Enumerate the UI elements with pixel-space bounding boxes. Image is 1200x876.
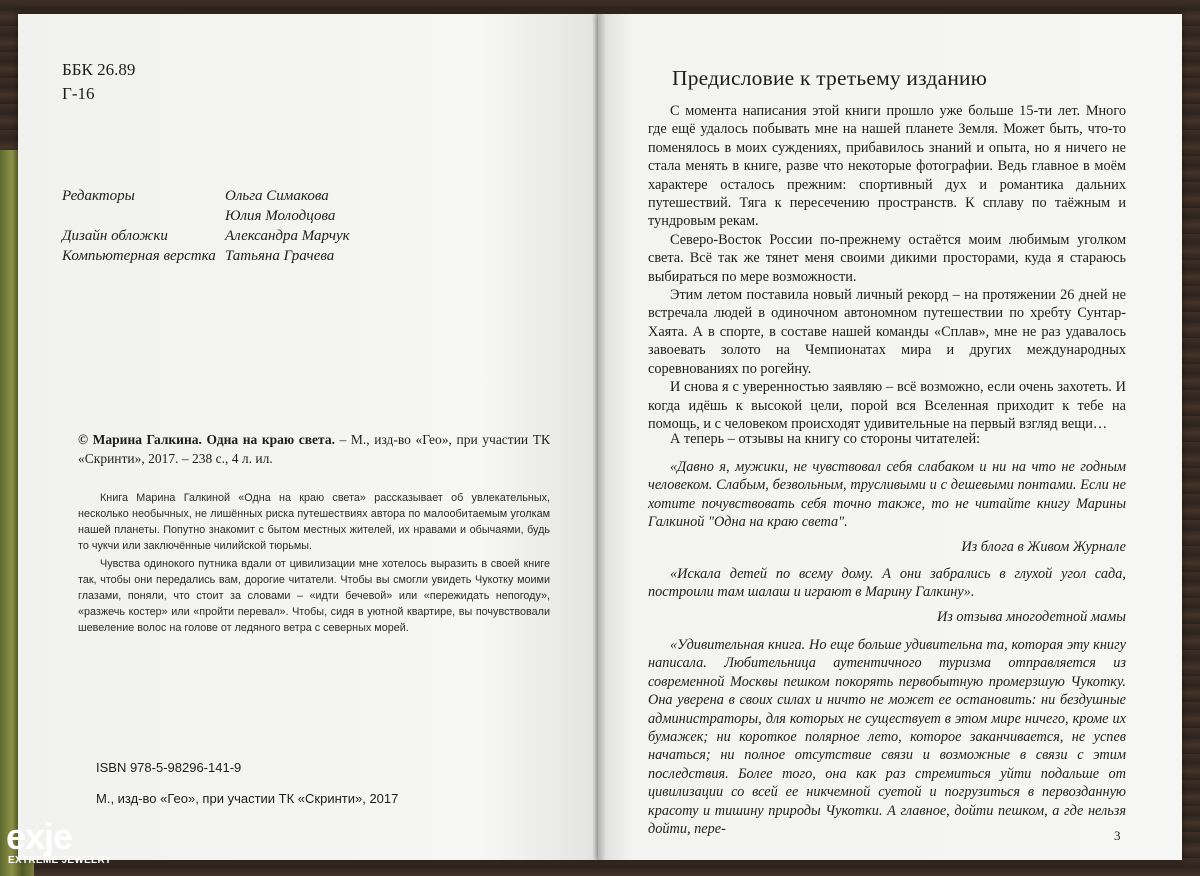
credit-row [62, 226, 425, 246]
review [648, 458, 1126, 556]
biblio-author-title: © Марина Галкина. Одна на краю света. [78, 432, 335, 447]
index-code: Г-16 [62, 84, 95, 103]
logo-wordmark: exje [6, 816, 73, 857]
credit-name: Александра Марчук [225, 228, 350, 244]
review-quote: «Давно я, мужики, не чувствовал себя слабаком и ни на что не годным человеком. Слабым, безвольным, трусливыми и с дешевыми понтами. Если не хотите почувствовать себя точно также, то не читайте книгу Марины Галкиной "Одна на краю света". [648, 459, 1126, 531]
credits-block [62, 186, 425, 266]
credit-name: Юлия Молодцова [225, 208, 336, 224]
credit-role: Дизайн обложки [62, 228, 168, 244]
annotation-paragraph: Книга Марина Галкиной «Одна на краю света» рассказывает об увлекательных, несколько необычных, не лишённых риска путешествиях автора по малообитаемым уголкам нашей планеты. Попутно знакомит с бытом местных жителей, их нравами и обычаями, будь то чукчи или заключённые чилийской тюрьмы. [78, 492, 550, 552]
page-number: 3 [1114, 828, 1121, 843]
credit-role: Редакторы [62, 188, 135, 204]
logo-tagline: EXTREME JEWELRY [8, 855, 112, 866]
credit-row [62, 246, 425, 266]
annotation-paragraph: Чувства одинокого путника вдали от цивилизации мне хотелось выразить в своей книге так, чтобы они передались вам, дорогие читатели. Чтобы вы смогли увидеть Чукотку моими глазами, поняли, что стоит за словами – «идти бечевой» или «пережидать непогоду», «разжечь костер» или «пройти перевал». Чтобы, сидя в уютной квартире, вы почувствовали шевеление волос на голове от ледяного ветра с северных морей. [78, 558, 550, 634]
preface-body [648, 102, 1126, 433]
preface-paragraph: Этим летом поставила новый личный рекорд – на протяжении 26 дней не встречала людей в одиночном автономном путешествии по хребту Сунтар-Хаята. А в спорте, в составе нашей команды «Сплав», мне не раз удавалось завоевать золото на Чемпионатах мира и других международных соревнованиях по рогейну. [648, 287, 1126, 377]
review [648, 565, 1126, 626]
preface-paragraph: И снова я с уверенностью заявляю – всё возможно, если очень захотеть. И когда идёшь к высокой цели, порой вся Вселенная приходит к тебе на помощь, и с человеком происходят удивительные на первый взгляд вещи… [648, 379, 1126, 432]
annotation [78, 490, 550, 636]
chapter-heading: Предисловие к третьему изданию [672, 66, 987, 90]
imprint: М., изд-во «Гео», при участии ТК «Скринти», 2017 [96, 791, 399, 806]
preface-paragraph: С момента написания этой книги прошло уже больше 15-ти лет. Много где ещё удалось побывать мне на нашей планете Земля. Может быть, что-то поменялось в моих суждениях, прибавилось знаний и опыта, но я ничего не стала менять в книге, разве что некоторые фотографии. Ведь главное в моём характере осталось прежним: спортивный дух и романтика дальних путешествий. Тяга к пересечению пространств. К сплаву по таёжным и тундровым рекам. [648, 103, 1126, 230]
preface-paragraph: Северо-Восток России по-прежнему остаётся моим любимым уголком света. Всё так же тянет меня своими дикими просторами, куда я стараюсь выбираться по мере возможности. [648, 231, 1126, 285]
credit-row [62, 206, 425, 226]
review [648, 636, 1126, 838]
classification-block [62, 58, 135, 106]
credit-role: Компьютерная верстка [62, 248, 216, 264]
credit-row [62, 186, 425, 206]
reviews-intro: А теперь – отзывы на книгу со стороны читателей: [670, 431, 981, 447]
review-source: Из отзыва многодетной мамы [936, 608, 1126, 625]
biblio-details: – М., изд-во «Гео», при участии ТК «Скринти», 2017. – 238 с., 4 л. ил. [78, 432, 550, 466]
watermark-logo [6, 818, 126, 870]
review-quote: «Искала детей по всему дому. А они забрались в глухой угол сада, построили там шалаш и играют в Марину Галкину». [648, 566, 1126, 601]
credit-role [62, 206, 225, 226]
bibliographic-record [78, 430, 550, 468]
credit-name: Татьяна Грачева [225, 248, 335, 264]
book-spine [592, 14, 606, 860]
review-quote: «Удивительная книга. Но еще больше удивительна та, которая эту книгу написала. Любительница аутентичного туризма отправляется из современной Москвы пешком покорять первобытную промерзшую Чукотку. Она уверена в своих силах и ничто не может ее остановить: ни бездушные администраторы, для которых не существует в этом мире ничего, кроме их бумажек; ни короткое полярное лето, которое заканчивается, не успев начаться; ни полное отсутствие связи и возможные в связи с этим последствия. Более того, она как раз стремиться уйти подальше от цивилизации со всей ее никчемной суетой и погрузиться в первозданную красоту и тишину природы Чукотки. А главное, дойти пешком, а где нельзя дойти, пере- [648, 637, 1126, 838]
review-source: Из блога в Живом Журнале [961, 538, 1126, 555]
isbn: ISBN 978-5-98296-141-9 [96, 760, 242, 775]
credit-name: Ольга Симакова [225, 188, 329, 204]
bbk-code: ББК 26.89 [62, 60, 136, 79]
